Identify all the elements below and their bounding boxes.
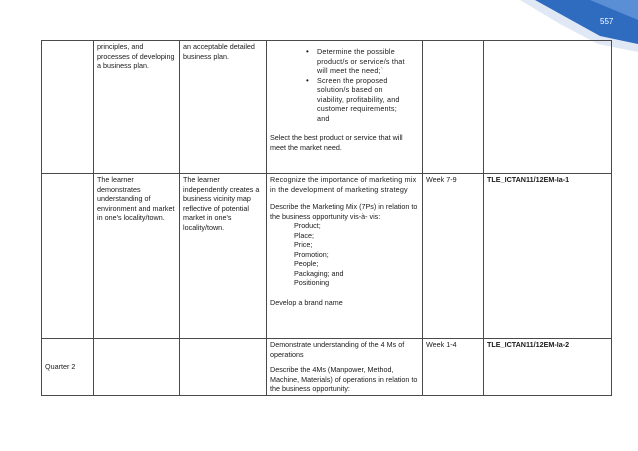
competency-describe: Describe the Marketing Mix (7Ps) in relation to the business opportunity vis-à- vis: <box>270 202 418 221</box>
competency-describe: Describe the 4Ms (Manpower, Method, Machine, Materials) of operations in relation to the business opportunity: <box>270 365 418 393</box>
list-item: • Determine the possible product/s or service/s that will meet the need;` <box>270 47 419 76</box>
competencies-cell <box>267 174 423 339</box>
table-row <box>42 339 612 396</box>
competency-intro: Recognize the importance of marketing mix in the development of marketing strategy <box>270 175 417 194</box>
duration-cell: Week 1-4 <box>423 339 484 396</box>
page-number: 557 <box>600 17 614 26</box>
list-item: Positioning <box>294 278 330 287</box>
competency-closing: Select the best product or service that will meet the market need. <box>270 133 403 152</box>
list-item: • Screen the proposed solution/s based on viability, profitability, and customer requirements; and <box>270 76 419 124</box>
performance-standard-cell <box>180 339 267 396</box>
content-standard-cell: The learner demonstrates understanding of environment and market in one's locality/town. <box>94 174 180 339</box>
table-row <box>42 41 612 174</box>
code-cell: TLE_ICTAN11/12EM-Ia-2 <box>484 339 612 396</box>
curriculum-table <box>41 40 612 396</box>
performance-standard-cell: an acceptable detailed business plan. <box>180 41 267 174</box>
competencies-cell <box>267 41 423 174</box>
code-cell <box>484 41 612 174</box>
content-standard-cell: principles, and processes of developing a business plan. <box>94 41 180 174</box>
duration-cell: Week 7-9 <box>423 174 484 339</box>
quarter-cell: Quarter 2 <box>42 339 94 396</box>
quarter-cell <box>42 174 94 339</box>
competency-bullet-list <box>270 47 419 123</box>
competency-intro: Demonstrate understanding of the 4 Ms of operations <box>270 340 405 359</box>
list-item: Place; <box>294 230 314 240</box>
code-cell: TLE_ICTAN11/12EM-Ia-1 <box>484 174 612 339</box>
duration-cell <box>423 41 484 174</box>
competencies-cell <box>267 339 423 396</box>
list-item: Price; <box>294 240 313 249</box>
quarter-cell <box>42 41 94 174</box>
list-item: Product; <box>294 221 321 230</box>
table-row <box>42 174 612 339</box>
performance-standard-cell: The learner independently creates a business vicinity map reflective of potential market in one's locality/town. <box>180 174 267 339</box>
list-item: Packaging; and <box>294 268 344 278</box>
list-item: Promotion; <box>294 249 329 259</box>
competency-closing: Develop a brand name <box>270 297 343 307</box>
content-standard-cell <box>94 339 180 396</box>
list-item: People; <box>294 259 319 268</box>
